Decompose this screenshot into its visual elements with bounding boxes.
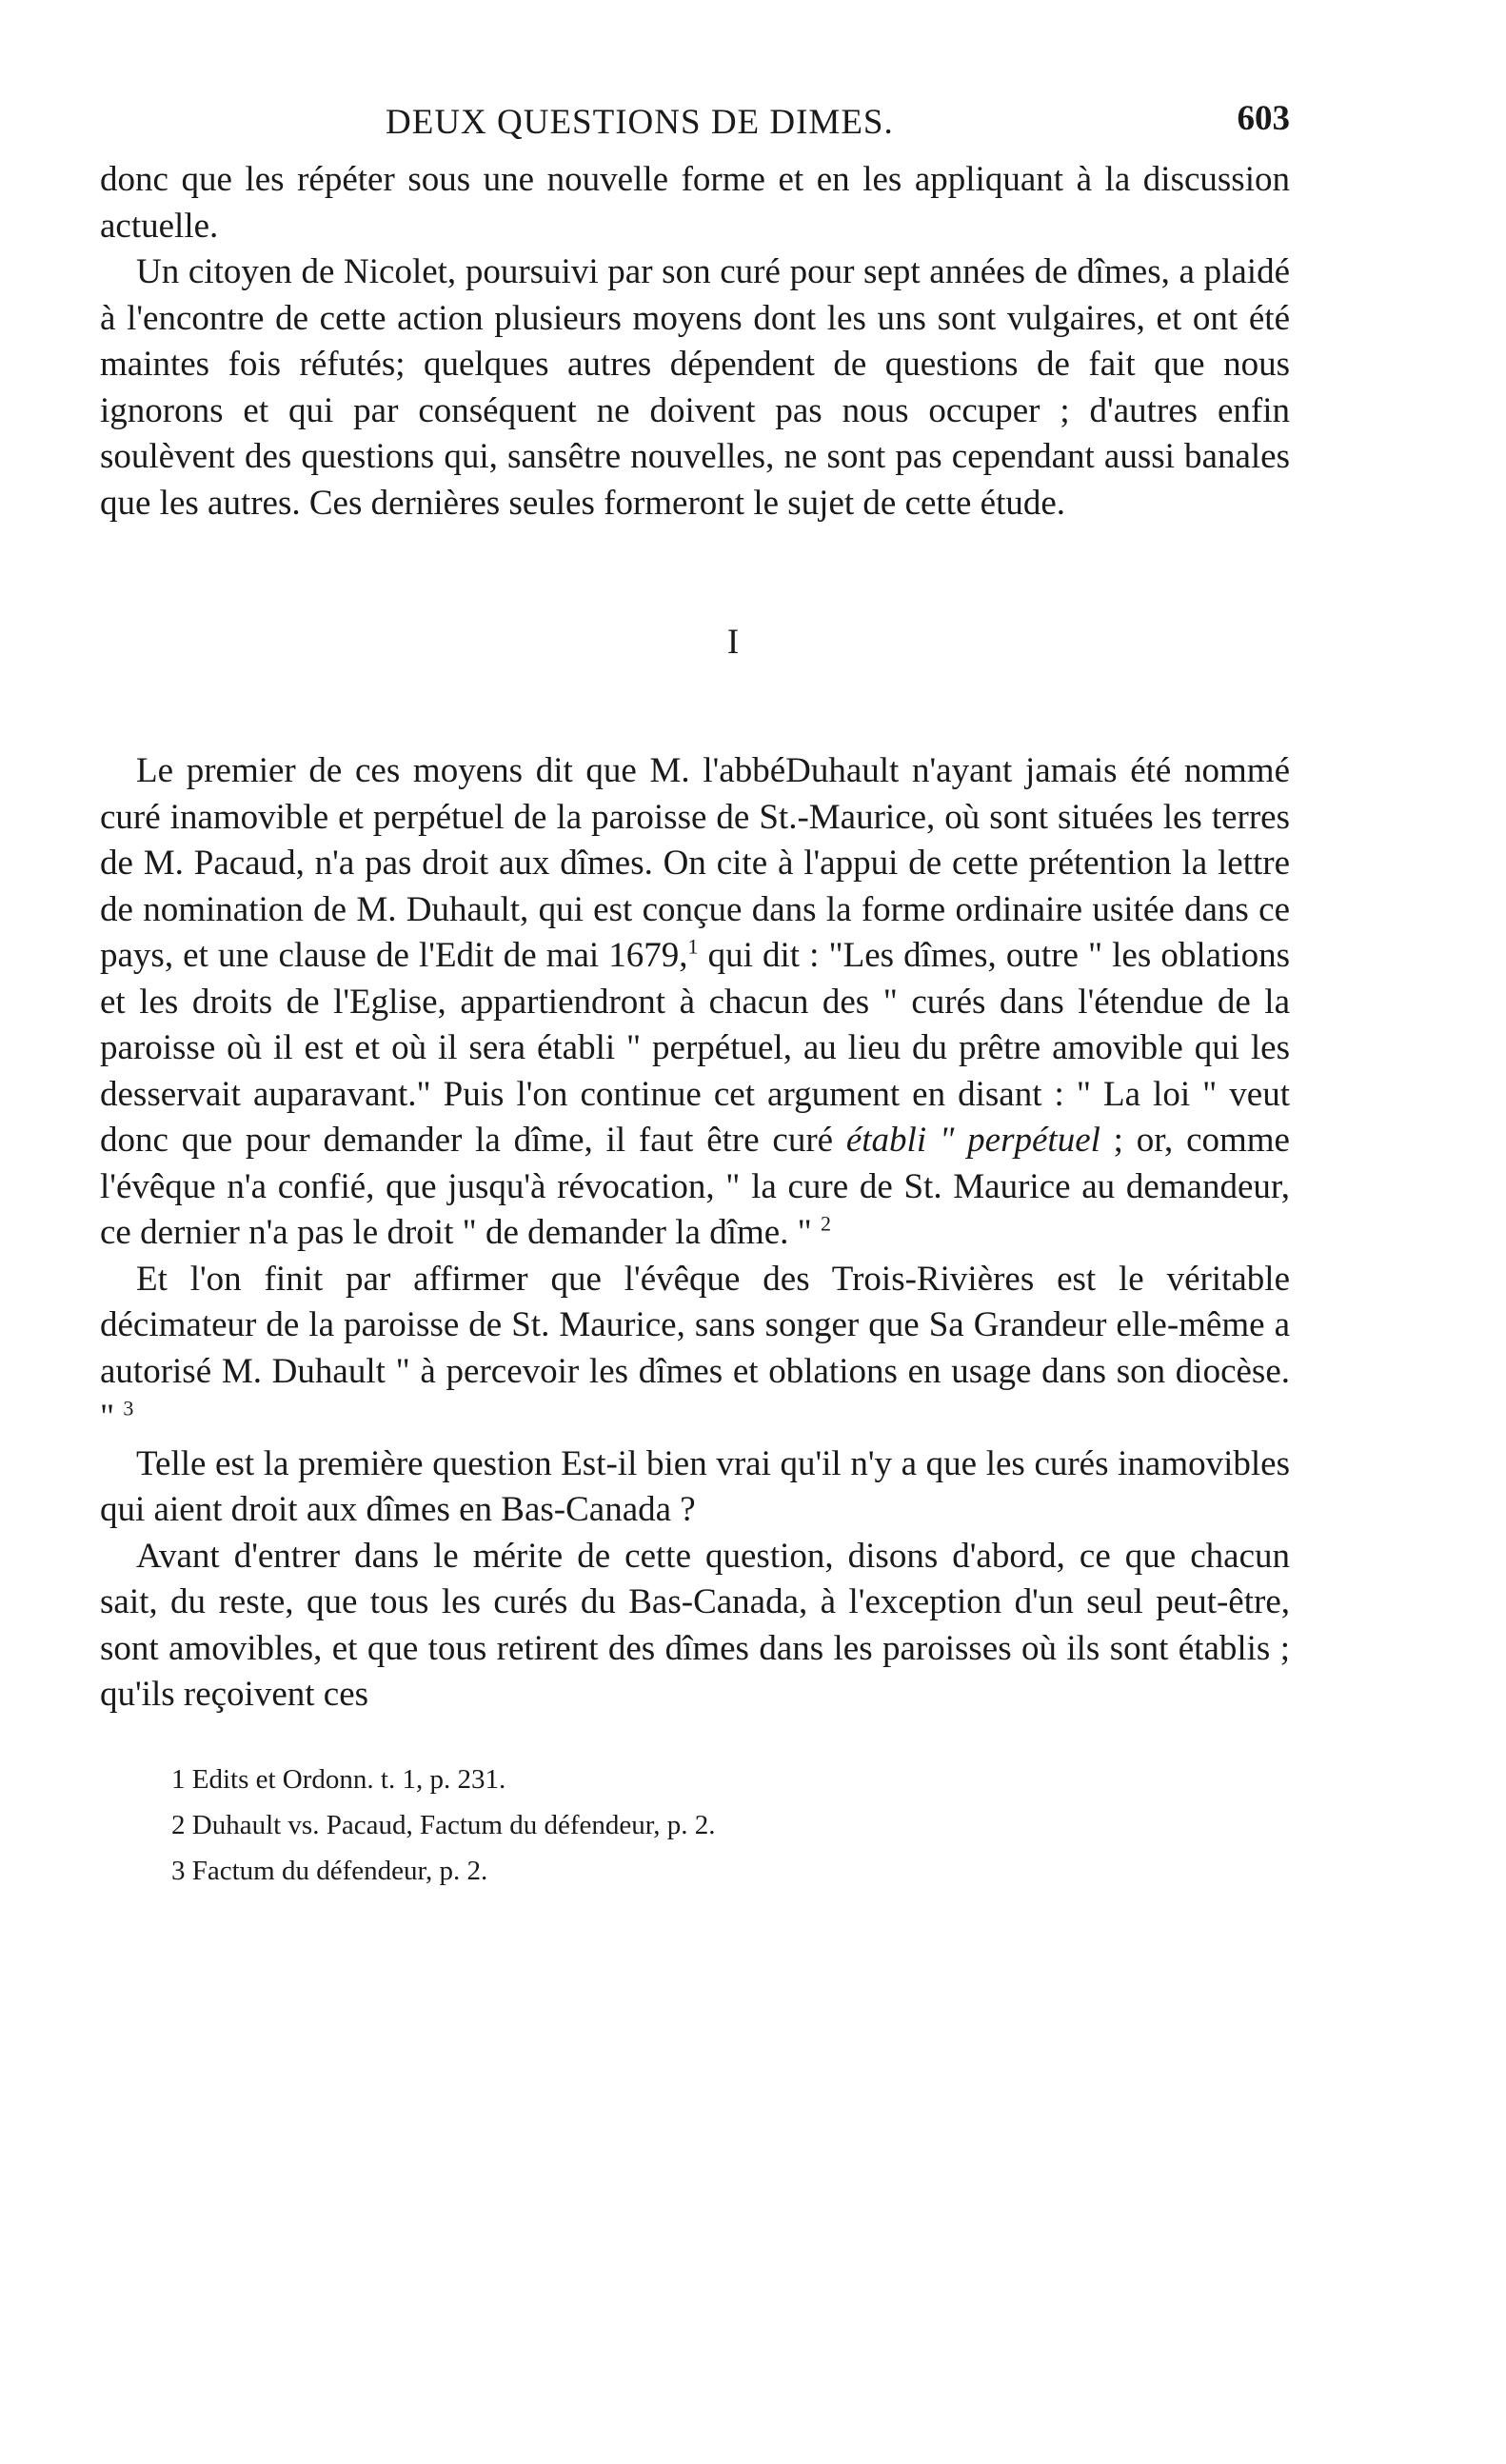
footnote-ref-2: 2 <box>821 1211 832 1236</box>
paragraph-text: Et l'on finit par affirmer que l'évêque des Trois-Rivières est le véritable décimateur de la paroisse de St. Maurice, sans songer que Sa Grandeur elle-même a autorisé M. Duhault " à percevoir les dîmes et oblations en usage dans son diocèse. " <box>100 1259 1290 1437</box>
paragraph-question: Telle est la première question Est-il bien vrai qu'il n'y a que les curés inamovibles qui aient droit aux dîmes en Bas-Canada ? <box>100 1443 1290 1529</box>
document-page <box>100 90 1290 1894</box>
page-header <box>100 90 1290 157</box>
paragraph-text: qui dit : "Les dîmes, outre " les oblations et les droits de l'Eglise, appartiendront à chacun des " curés dans l'étendue de la paroisse où il est et où il sera établi " perpétuel, au lieu du prêtre amovible qui les desservait auparavant." Puis l'on continue cet argument en disant : " La loi " veut donc que pour demander la dîme, il faut être curé <box>100 936 1290 1160</box>
paragraph-bishop <box>100 1257 1290 1441</box>
page-number: 603 <box>1237 99 1290 138</box>
paragraph-text: Le premier de ces moyens dit que M. l'abbéDuhault n'ayant jamais été nommé curé inamovible et perpétuel de la paroisse de St.-Maurice, où sont situées les terres de M. Pacaud, n'a pas droit aux dîmes. On cite à l'appui de cette prétention la lettre de nomination de M. Duhault, qui est conçue dans la forme ordinaire usitée dans ce pays, et une clause de l'Edit de mai 1679, <box>100 751 1290 975</box>
footnote-ref-3: 3 <box>123 1396 134 1421</box>
paragraph-text: ; or, comme l'évêque n'a confié, que jusqu'à révocation, " la cure de St. Maurice au demandeur, ce dernier n'a pas le droit " de demander la dîme. " <box>100 1121 1290 1252</box>
footnote-3: 3 Factum du défendeur, p. 2. <box>171 1855 488 1886</box>
running-title: DEUX QUESTIONS DE DIMES. <box>386 103 894 142</box>
footnote-1: 1 Edits et Ordonn. t. 1, p. 231. <box>171 1763 506 1795</box>
section-numeral: I <box>726 623 740 662</box>
footnote-2: 2 Duhault vs. Pacaud, Factum du défendeur, p. 2. <box>171 1809 716 1840</box>
paragraph-first-argument <box>100 748 1290 1257</box>
footnotes <box>100 1757 1290 1894</box>
paragraph-intro: Un citoyen de Nicolet, poursuivi par son curé pour sept années de dîmes, a plaidé à l'encontre de cette action plusieurs moyens dont les uns sont vulgaires, et ont été maintes fois réfutés; quelques autres dépendent de questions de fait que nous ignorons et qui par conséquent ne doivent pas nous occuper ; d'autres enfin soulèvent des questions qui, sansêtre nouvelles, ne sont pas cependant aussi banales que les autres. Ces dernières seules formeront le sujet de cette étude. <box>100 252 1290 523</box>
paragraph-continuation: donc que les répéter sous une nouvelle forme et en les appliquant à la discussion actuelle. <box>100 160 1290 246</box>
italic-text: établi " perpétuel <box>845 1121 1100 1160</box>
body-text <box>100 157 1290 1719</box>
footnote-ref-1: 1 <box>687 934 699 959</box>
paragraph-discussion: Avant d'entrer dans le mérite de cette question, disons d'abord, ce que chacun sait, du reste, que tous les curés du Bas-Canada, à l'exception d'un seul peut-être, sont amovibles, et que tous retirent des dîmes dans les paroisses où ils sont établis ; qu'ils reçoivent ces <box>100 1536 1290 1714</box>
